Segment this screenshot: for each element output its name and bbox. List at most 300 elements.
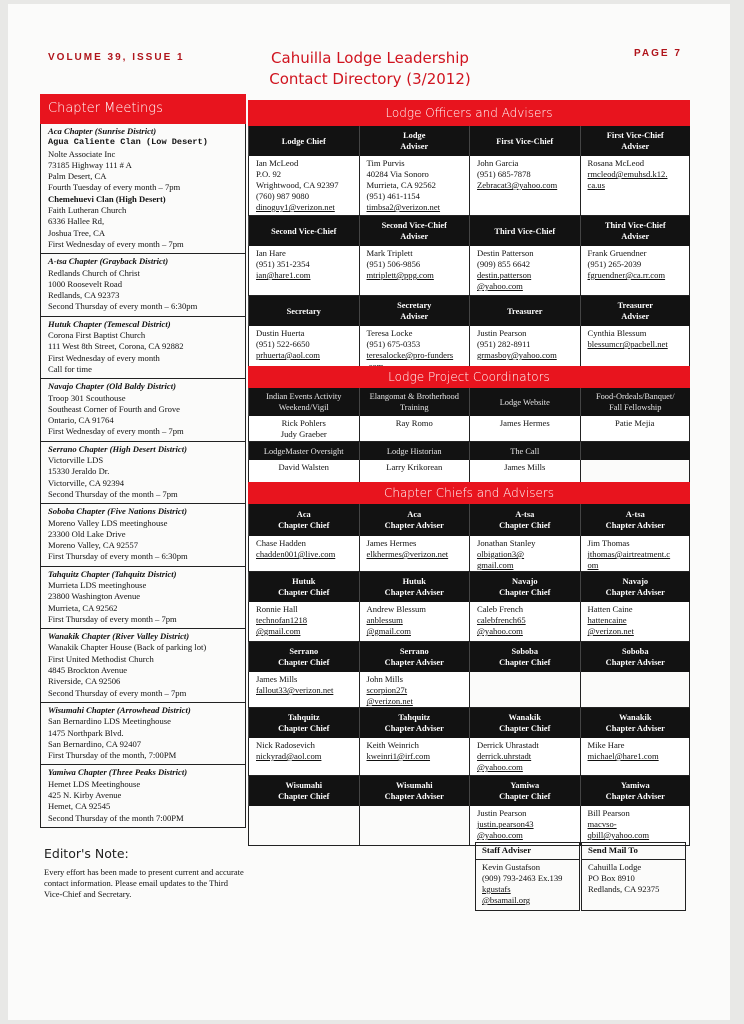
meeting-detail-line: Fourth Tuesday of every month – 7pm [48, 182, 181, 193]
contact-email[interactable]: elkhermes@verizon.net [366, 549, 449, 559]
contact-cell [469, 602, 580, 642]
contact-line: James Mills [256, 674, 298, 684]
meeting-detail-line: Victorville, CA 92394 [48, 477, 125, 488]
contact-line: Ronnie Hall [256, 604, 298, 614]
meeting-chapter-name: Wanakik Chapter (River Valley District) [48, 631, 190, 642]
staff-adviser-box [475, 842, 580, 911]
contact-email[interactable]: fallout33@verizon.net [256, 685, 334, 695]
contact-email[interactable]: @bsamail.org [482, 895, 531, 905]
column-header [359, 776, 470, 806]
contact-email[interactable]: om [587, 560, 599, 570]
meeting-detail-line: Murrieta, CA 92562 [48, 602, 118, 613]
contact-line: Larry Krikorean [386, 462, 443, 472]
contact-cell [580, 738, 691, 776]
project-coordinators-heading: Lodge Project Coordinators [248, 366, 690, 388]
contact-line: (951) 685-7878 [477, 169, 531, 179]
contact-cell [469, 738, 580, 776]
column-header-line: Wisumahi [395, 781, 433, 790]
send-mail-heading: Send Mail To [581, 842, 686, 860]
chapter-meetings-list [40, 124, 246, 828]
contact-line: Justin Pearson [477, 328, 527, 338]
meeting-detail-line: First Thursday of the month, 7:00PM [48, 750, 177, 761]
column-header-line: LodgeMaster Oversight [263, 446, 344, 456]
contact-line: (909) 855 6642 [477, 259, 530, 269]
column-header-line: Chapter Chief [499, 658, 551, 667]
meeting-chapter-name: A-tsa Chapter (Grayback District) [48, 256, 169, 267]
contact-email[interactable]: dinoguy1@verizon.net [256, 202, 335, 212]
contact-line: James Hermes [499, 418, 550, 428]
column-header-line: Chapter Chief [278, 792, 330, 801]
contact-line: Ray Romo [395, 418, 433, 428]
contact-email[interactable]: jthomas@airtreatment.c [587, 549, 671, 559]
contact-email[interactable]: rmcleod@emuhsd.k12. [587, 169, 668, 179]
column-header-line: Chapter Chief [499, 792, 551, 801]
contact-email[interactable]: chadden001@live.com [256, 549, 336, 559]
editor-note-body: Every effort has been made to present current and accurate contact information. Please email updates to the Third Vice-Chief and Secretary. [44, 867, 244, 899]
column-header-line: Hutuk [292, 577, 316, 586]
column-header-line: Yamiwa [620, 781, 650, 790]
contact-line: Redlands, CA 92375 [588, 884, 660, 894]
column-header-line: Chapter Adviser [384, 792, 444, 801]
staff-adviser-heading: Staff Adviser [475, 842, 580, 860]
column-header-line: Chapter Adviser [384, 658, 444, 667]
contact-cell [248, 738, 359, 776]
contact-cell [359, 602, 470, 642]
column-header [580, 572, 691, 602]
meeting-entry [41, 703, 245, 765]
meeting-detail-line: Second Thursday of every month – 6:30pm [48, 301, 198, 312]
contact-cell [248, 416, 359, 442]
contact-line: James Mills [504, 462, 546, 472]
meeting-chapter-name: Navajo Chapter (Old Baldy District) [48, 381, 176, 392]
contact-cell [359, 738, 470, 776]
meeting-detail-line: Murrieta LDS meetinghouse [48, 579, 147, 590]
contact-line: 40284 Via Sonoro [366, 169, 429, 179]
column-header-line: First Vice-Chief [606, 131, 664, 140]
contact-line: Rick Pohlers [281, 418, 326, 428]
meeting-detail-line: 73185 Highway 111 # A [48, 159, 132, 170]
chapter-meetings-heading: Chapter Meetings [40, 94, 246, 124]
contact-email[interactable]: @verizon.net [587, 626, 634, 636]
meeting-detail-line: Riverside, CA 92506 [48, 676, 121, 687]
contact-line: John Garcia [477, 158, 519, 168]
meeting-detail-line: Southeast Corner of Fourth and Grove [48, 403, 180, 414]
contact-cell [469, 156, 580, 216]
column-header [469, 504, 580, 536]
contact-email[interactable]: prhuerta@aol.com [256, 350, 320, 360]
send-mail-body [581, 860, 686, 911]
column-header-line: Chapter Chief [499, 588, 551, 597]
contact-cell [359, 416, 470, 442]
column-header-line: Lodge [403, 131, 426, 140]
column-header-line: Third Vice-Chief [604, 221, 666, 230]
meeting-detail-line: Corona First Baptist Church [48, 330, 146, 341]
column-header-line: Chapter Adviser [605, 792, 665, 801]
contact-cell [359, 536, 470, 572]
meeting-detail-line: Victorville LDS [48, 455, 104, 466]
meeting-entry [41, 765, 245, 826]
contact-cell [580, 460, 691, 484]
chapter-meetings-column [40, 94, 246, 828]
contact-line: Jim Thomas [587, 538, 630, 548]
contact-line: (951) 461-1154 [366, 191, 420, 201]
contact-line: James Hermes [366, 538, 417, 548]
contact-line: John Mills [366, 674, 404, 684]
meeting-chapter-name: Aca Chapter (Sunrise District) [48, 126, 157, 136]
send-mail-box [581, 842, 686, 911]
column-header [580, 296, 691, 326]
meeting-detail-line: 4845 Brockton Avenue [48, 665, 128, 676]
contact-email[interactable]: anblessum [366, 615, 403, 625]
contact-cell [469, 416, 580, 442]
column-header [359, 572, 470, 602]
column-header [359, 296, 470, 326]
column-header-line: Soboba [621, 647, 649, 656]
contact-email[interactable]: ian@hare1.com [256, 270, 311, 280]
contact-line: (951) 351-2354 [256, 259, 310, 269]
column-header [248, 216, 359, 246]
contact-email[interactable]: grmasboy@yahoo.com [477, 350, 557, 360]
contact-cell [580, 806, 691, 846]
column-header-line: Adviser [621, 142, 650, 151]
column-header [359, 442, 470, 460]
contact-cell [580, 536, 691, 572]
contact-cell [248, 672, 359, 708]
contact-line: Jonathan Stanley [477, 538, 536, 548]
column-header [359, 216, 470, 246]
column-header [469, 776, 580, 806]
contact-line: Destin Patterson [477, 248, 534, 258]
contact-email[interactable]: timbsa2@verizon.net [366, 202, 441, 212]
meeting-entry [41, 254, 245, 316]
volume-label: VOLUME 39, ISSUE 1 [48, 52, 185, 63]
meeting-detail-line: Second Thursday of the month – 7pm [48, 488, 178, 499]
meeting-detail-line: Call for time [48, 363, 92, 374]
meeting-detail-line: First United Methodist Church [48, 653, 154, 664]
meeting-detail-line: San Bernardino, CA 92407 [48, 738, 142, 749]
meeting-detail-line: First Wednesday of every month – 7pm [48, 426, 184, 437]
meeting-detail-line: 15330 Jeraldo Dr. [48, 466, 110, 477]
contact-line: Andrew Blessum [366, 604, 426, 614]
column-header-line: Third Vice-Chief [494, 226, 556, 236]
contact-cell [359, 460, 470, 484]
contact-email[interactable]: @verizon.net [366, 696, 413, 706]
meeting-clan-name: Agua Caliente Clan (Low Desert) [48, 137, 208, 148]
contact-email[interactable]: kweinri1@irf.com [366, 751, 431, 761]
column-header-line: Chapter Chief [278, 521, 330, 530]
column-header [248, 126, 359, 156]
contact-cell [580, 672, 691, 708]
contact-line: (951) 282-8911 [477, 339, 531, 349]
meeting-detail-line: 1475 Northpark Blvd. [48, 727, 124, 738]
column-header-line: A-tsa [625, 510, 645, 519]
column-header-line: Adviser [400, 232, 429, 241]
contact-line: (909) 793-2463 Ex.139 [482, 873, 563, 883]
contact-email[interactable]: kgustafs [482, 884, 511, 894]
column-header-line: Chapter Chief [499, 724, 551, 733]
meeting-detail-line: 23300 Old Lake Drive [48, 528, 126, 539]
column-header-line: Lodge Chief [281, 136, 326, 146]
contact-line: (951) 522-6650 [256, 339, 310, 349]
meeting-detail-line: 6336 Hallee Rd, [48, 216, 105, 227]
column-header [248, 504, 359, 536]
contact-line: Ian McLeod [256, 158, 299, 168]
title-line-1: Cahuilla Lodge Leadership [271, 49, 469, 67]
column-header-line: Food-Ordeals/Banquet/ [595, 392, 675, 401]
contact-cell [580, 246, 691, 296]
column-header [248, 296, 359, 326]
meeting-clan-name: Chemehuevi Clan (High Desert) [48, 193, 166, 204]
column-header [580, 442, 691, 460]
meeting-detail-line: Moreno Valley LDS meetinghouse [48, 517, 168, 528]
meeting-detail-line: Redlands Church of Christ [48, 267, 140, 278]
meeting-detail-line: Redlands, CA 92373 [48, 290, 120, 301]
column-header-line: Chapter Chief [278, 724, 330, 733]
contact-email[interactable]: gmail.com [477, 560, 514, 570]
contact-cell [469, 672, 580, 708]
contact-cell [580, 602, 691, 642]
meeting-entry [41, 442, 245, 504]
contact-line: Hatten Caine [587, 604, 633, 614]
contact-line: Mike Hare [587, 740, 625, 750]
contact-cell [248, 806, 359, 846]
meeting-entry [41, 379, 245, 441]
contact-line: P.O. 92 [256, 169, 282, 179]
contact-email[interactable]: olbigation3@ [477, 549, 525, 559]
contact-line: Justin Pearson [477, 808, 527, 818]
column-header-line: Indian Events Activity [266, 392, 342, 401]
contact-email[interactable]: hattencaine [587, 615, 627, 625]
meeting-detail-line: San Bernardino LDS Meetinghouse [48, 716, 171, 727]
meeting-detail-line: Troop 301 Scouthouse [48, 392, 126, 403]
column-header-line: Chapter Adviser [605, 724, 665, 733]
lodge-officers-heading: Lodge Officers and Advisers [248, 100, 690, 126]
column-header-line: Yamiwa [510, 781, 540, 790]
column-header-line: Adviser [621, 312, 650, 321]
contact-email[interactable]: derrick.uhrstadt [477, 751, 532, 761]
contact-email[interactable]: calebfrench65 [477, 615, 526, 625]
contact-email[interactable]: destin.patterson [477, 270, 532, 280]
column-header [248, 708, 359, 738]
chapter-chiefs-heading: Chapter Chiefs and Advisers [248, 482, 690, 504]
contact-email[interactable]: michael@hare1.com [587, 751, 659, 761]
contact-cell [248, 536, 359, 572]
project-coordinators-grid [248, 388, 690, 484]
contact-line: Judy Graeber [280, 429, 327, 439]
column-header [580, 504, 691, 536]
column-header [359, 504, 470, 536]
column-header-line: A-tsa [515, 510, 535, 519]
meeting-detail-line: First Wednesday of every month [48, 352, 160, 363]
column-header [248, 572, 359, 602]
meeting-detail-line: 425 N. Kirby Avenue [48, 790, 122, 801]
contact-line: (951) 675-0353 [366, 339, 421, 349]
meeting-chapter-name: Yamiwa Chapter (Three Peaks District) [48, 767, 188, 778]
meeting-detail-line: Second Thursday of every month – 7pm [48, 687, 187, 698]
meeting-detail-line: Palm Desert, CA [48, 171, 107, 182]
column-header [359, 388, 470, 416]
column-header [248, 442, 359, 460]
column-header [469, 708, 580, 738]
contact-cell [580, 156, 691, 216]
contact-line: (951) 265-2039 [587, 259, 642, 269]
column-header-line: Hutuk [402, 577, 426, 586]
column-header-line: Lodge Historian [386, 446, 442, 456]
contact-email[interactable]: teresalocke@pro-funders [366, 350, 454, 360]
meeting-chapter-name: Serrano Chapter (High Desert District) [48, 443, 187, 454]
column-header [469, 216, 580, 246]
column-header [580, 708, 691, 738]
column-header [469, 642, 580, 672]
contact-line: Ian Hare [256, 248, 286, 258]
contact-line: Teresa Locke [366, 328, 413, 338]
meeting-detail-line: Second Thursday of the month 7:00PM [48, 812, 184, 823]
column-header-line: Second Vice-Chief [381, 221, 447, 230]
page-title [240, 48, 500, 90]
contact-line: Keith Weinrich [366, 740, 419, 750]
column-header-line: Chapter Chief [278, 588, 330, 597]
column-header-line: Tahquitz [287, 713, 320, 722]
meeting-detail-line: Hemet LDS Meetinghouse [48, 778, 141, 789]
column-header-line: Aca [407, 510, 422, 519]
meeting-detail-line: Hemet, CA 92545 [48, 801, 111, 812]
column-header [359, 126, 470, 156]
column-header [248, 776, 359, 806]
column-header-line: Tahquitz [398, 713, 431, 722]
contact-email[interactable]: @yahoo.com [477, 626, 523, 636]
column-header-line: Serrano [399, 647, 429, 656]
column-header [469, 442, 580, 460]
meeting-chapter-name: Soboba Chapter (Five Nations District) [48, 506, 187, 517]
meeting-entry [41, 567, 245, 629]
meeting-detail-line: First Wednesday of every month – 7pm [48, 238, 184, 249]
column-header-line: Chapter Chief [499, 521, 551, 530]
column-header-line: Wisumahi [285, 781, 323, 790]
editor-note-title: Editor's Note: [44, 846, 129, 861]
contact-email[interactable]: @yahoo.com [477, 281, 523, 291]
lodge-officers-grid [248, 126, 690, 376]
contact-cell [359, 156, 470, 216]
column-header-line: Aca [296, 510, 311, 519]
meeting-detail-line: Faith Lutheran Church [48, 205, 127, 216]
meeting-entry [41, 504, 245, 566]
contact-email[interactable]: fgruendner@ca.rr.com [587, 270, 666, 280]
meeting-entry [41, 124, 245, 254]
contact-email[interactable]: scorpion27t [366, 685, 408, 695]
contact-email[interactable]: qbill@yahoo.com [587, 830, 650, 840]
contact-email[interactable]: blessumcr@pacbell.net [587, 339, 668, 349]
meeting-detail-line: First Thursday of every month – 7pm [48, 613, 177, 624]
contact-cell [248, 460, 359, 484]
meeting-detail-line: Ontario, CA 91764 [48, 415, 114, 426]
contact-line: Tim Purvis [366, 158, 405, 168]
contact-cell [248, 156, 359, 216]
meeting-detail-line: First Thursday of every month – 6:30pm [48, 551, 188, 562]
column-header [359, 642, 470, 672]
column-header [248, 388, 359, 416]
contact-cell [359, 246, 470, 296]
contact-email[interactable]: nickyrad@aol.com [256, 751, 322, 761]
contact-line: PO Box 8910 [588, 873, 635, 883]
contact-email[interactable]: ca.us [587, 180, 605, 190]
contact-line: (951) 506-9856 [366, 259, 421, 269]
contact-cell [469, 536, 580, 572]
contact-line: David Walsten [278, 462, 329, 472]
column-header-line: Adviser [400, 312, 429, 321]
contact-cell [469, 806, 580, 846]
meeting-chapter-name: Tahquitz Chapter (Tahquitz District) [48, 568, 177, 579]
column-header-line: Chapter Adviser [384, 724, 444, 733]
meeting-detail-line: 111 West 8th Street, Corona, CA 92882 [48, 341, 184, 352]
contact-line: Cynthia Blessum [587, 328, 647, 338]
contact-email[interactable]: Zebracat3@yahoo.com [477, 180, 558, 190]
contact-email[interactable]: @yahoo.com [477, 762, 523, 772]
column-header [248, 642, 359, 672]
column-header-line: Adviser [400, 142, 429, 151]
contact-email[interactable]: justin.pearson43 [477, 819, 534, 829]
meeting-detail-line: Joshua Tree, CA [48, 227, 106, 238]
contact-line: Cahuilla Lodge [588, 862, 642, 872]
column-header [580, 776, 691, 806]
contact-line: Rosana McLeod [587, 158, 645, 168]
column-header-line: The Call [510, 446, 540, 456]
column-header-line: Navajo [511, 577, 538, 586]
contact-line: Kevin Gustafson [482, 862, 540, 872]
column-header-line: Chapter Adviser [605, 588, 665, 597]
column-header [469, 126, 580, 156]
column-header-line: Secretary [397, 301, 432, 310]
contact-line: Caleb French [477, 604, 524, 614]
contact-email[interactable]: @yahoo.com [477, 830, 523, 840]
contact-email[interactable]: @gmail.com [366, 626, 411, 636]
staff-adviser-body [475, 860, 580, 911]
column-header-line: First Vice-Chief [496, 136, 554, 146]
contact-cell [469, 460, 580, 484]
contact-line: (760) 987 9080 [256, 191, 309, 201]
column-header-line: Chapter Adviser [605, 521, 665, 530]
contact-line: Mark Triplett [366, 248, 413, 258]
contact-line: Dustin Huerta [256, 328, 305, 338]
contact-line: Frank Gruendner [587, 248, 647, 258]
contact-line: Derrick Uhrastadt [477, 740, 539, 750]
contact-line: Nick Radosevich [256, 740, 315, 750]
column-header [580, 642, 691, 672]
contact-line: Bill Pearson [587, 808, 630, 818]
column-header-line: Wanakik [508, 713, 542, 722]
contact-cell [359, 672, 470, 708]
column-header [580, 126, 691, 156]
column-header [469, 296, 580, 326]
contact-email[interactable]: macvso- [587, 819, 617, 829]
contact-email[interactable]: technofan1218 [256, 615, 308, 625]
column-header-line: Second Vice-Chief [271, 226, 337, 236]
meeting-detail-line: Moreno Valley, CA 92557 [48, 540, 138, 551]
meeting-chapter-name: Hutuk Chapter (Temescal District) [48, 318, 171, 329]
contact-cell [248, 246, 359, 296]
column-header-line: Chapter Adviser [605, 658, 665, 667]
contact-email[interactable]: mtriplett@ppg.com [366, 270, 434, 280]
contact-cell [359, 806, 470, 846]
page-number: PAGE 7 [634, 48, 682, 59]
contact-email[interactable]: @gmail.com [256, 626, 301, 636]
meeting-detail-line: 1000 Roosevelt Road [48, 278, 122, 289]
column-header-line: Adviser [621, 232, 650, 241]
column-header [580, 388, 691, 416]
column-header-line: Chapter Chief [278, 658, 330, 667]
meeting-detail-line: Wanakik Chapter House (Back of parking lot) [48, 642, 207, 653]
chapter-chiefs-grid [248, 504, 690, 846]
column-header-line: Chapter Adviser [384, 521, 444, 530]
